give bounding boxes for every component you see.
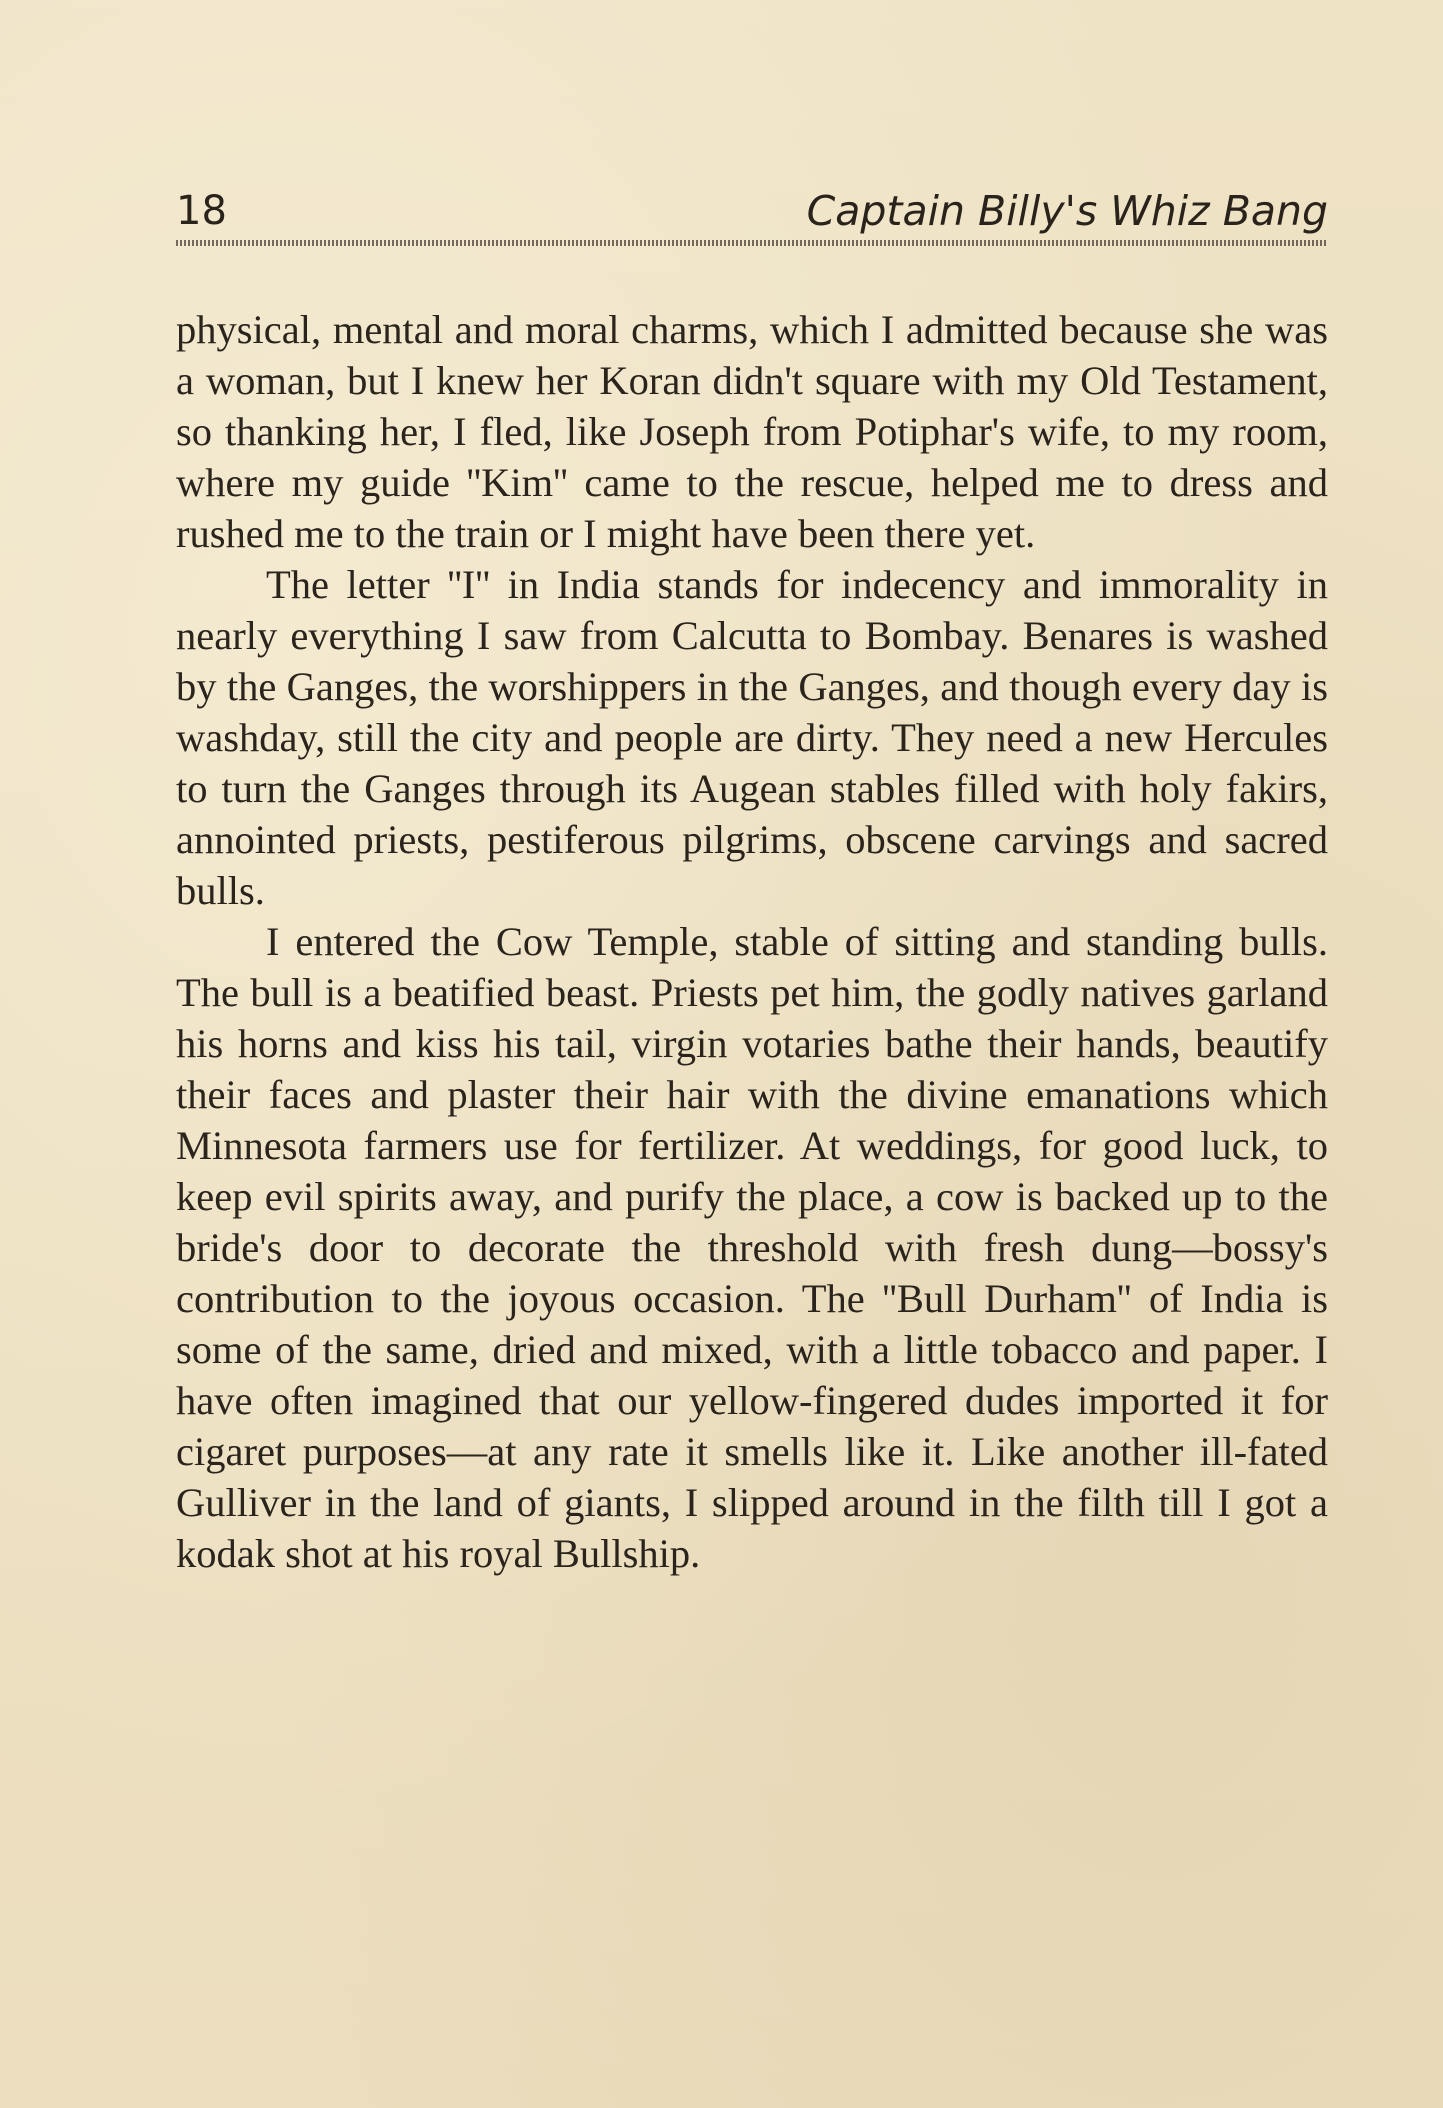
running-head: [176, 184, 1328, 238]
page-number: 18: [176, 188, 227, 234]
running-title: Captain Billy's Whiz Bang: [806, 187, 1328, 235]
paragraph-1: physical, mental and moral charms, which I admitted because she was a woman, but I knew her Koran didn't square with my Old Testament, so thanking her, I fled, like Joseph from Potiphar's wife, to my room, where my guide ''Kim'' came to the rescue, helped me to dress and rushed me to the train or I might have been there yet.: [176, 307, 1328, 556]
body-text: [176, 304, 1328, 1579]
header-dotted-rule: [176, 240, 1328, 246]
paragraph-2: The letter ''I'' in India stands for indecency and immorality in nearly everything I saw from Calcutta to Bombay. Benares is washed by the Ganges, the worshippers in the Ganges, and though every day is washday, still the city and people are dirty. They need a new Hercules to turn the Ganges through its Augean stables filled with holy fakirs, annointed priests, pestiferous pilgrims, obscene carvings and sacred bulls.: [176, 562, 1328, 913]
paragraph-3: I entered the Cow Temple, stable of sitting and standing bulls. The bull is a beatified beast. Priests pet him, the godly natives garland his horns and kiss his tail, virgin votaries bathe their hands, beautify their faces and plaster their hair with the divine emanations which Minnesota farmers use for fertilizer. At weddings, for good luck, to keep evil spirits away, and purify the place, a cow is backed up to the bride's door to decorate the threshold with fresh dung—bossy's contribution to the joyous occasion. The ''Bull Durham'' of India is some of the same, dried and mixed, with a little tobacco and paper. I have often imagined that our yellow-fingered dudes imported it for cigaret purposes—at any rate it smells like it. Like another ill-fated Gulliver in the land of giants, I slipped around in the filth till I got a kodak shot at his royal Bullship.: [176, 919, 1328, 1576]
